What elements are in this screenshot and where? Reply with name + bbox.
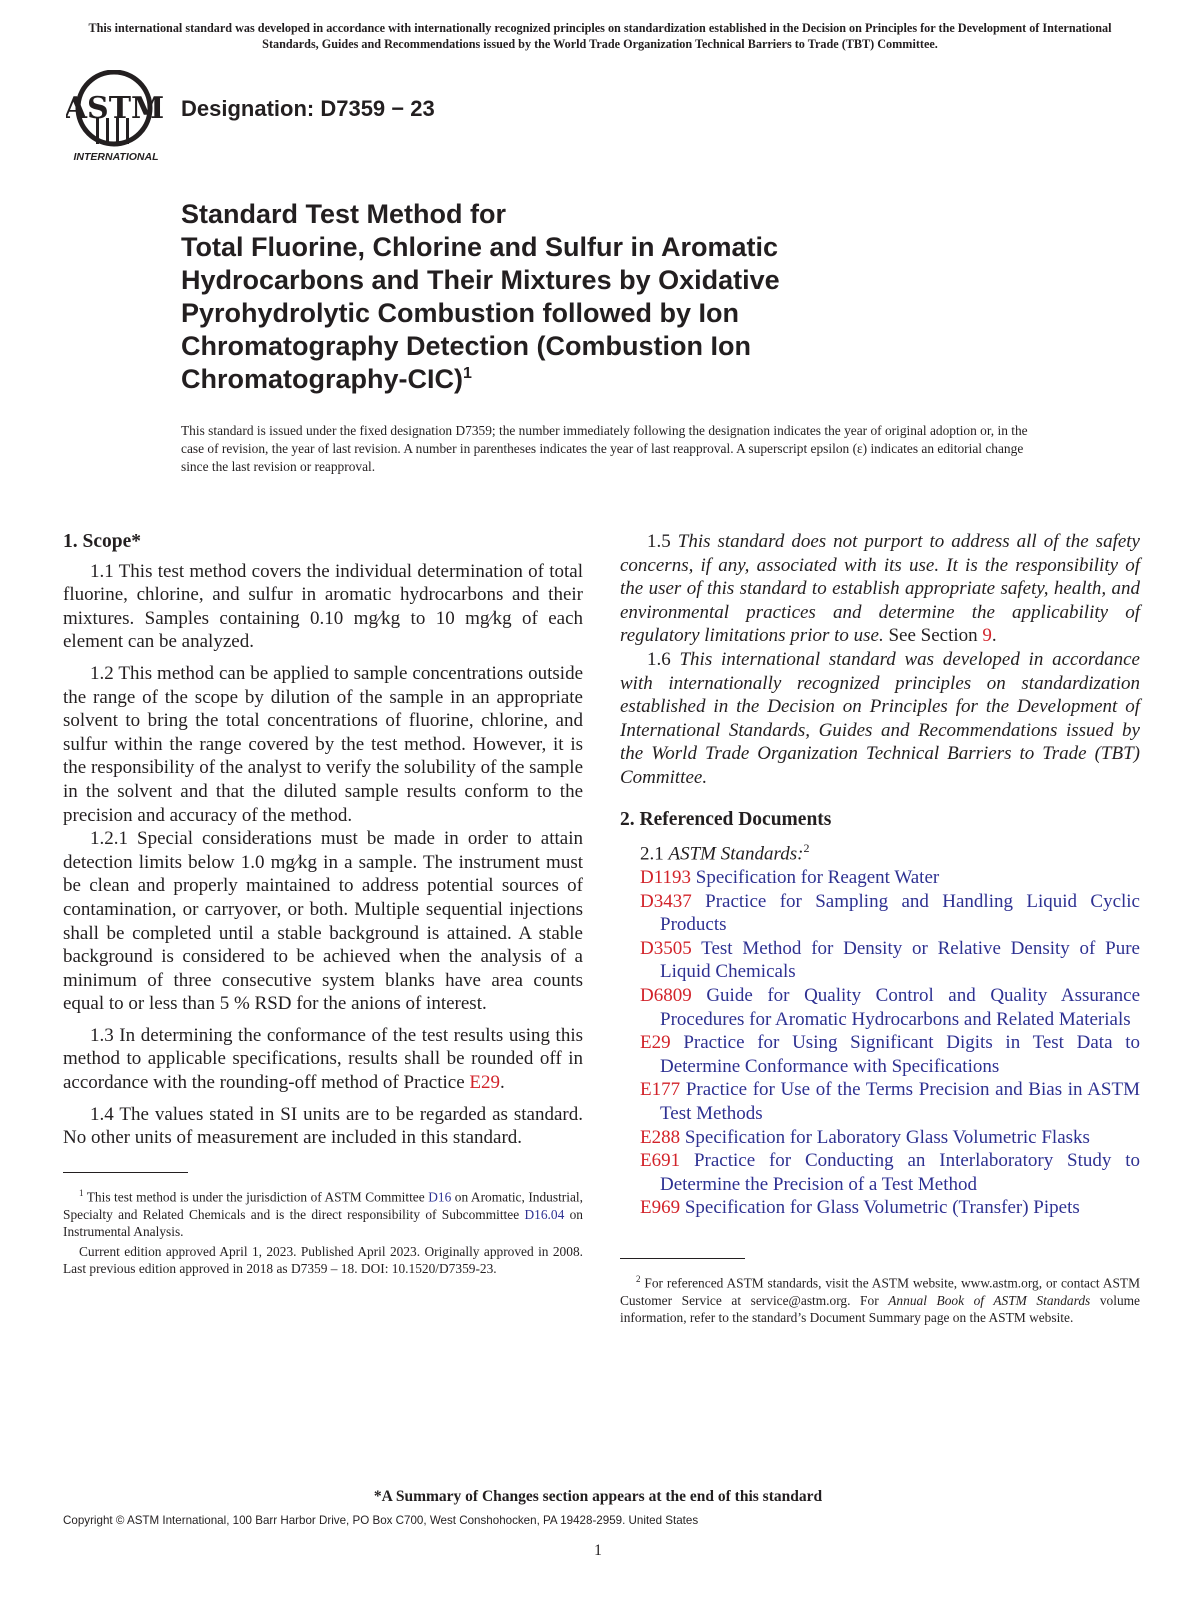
reference-code-link[interactable]: E288 xyxy=(640,1126,681,1148)
paragraph-text: See Section xyxy=(883,625,983,647)
footnote-divider xyxy=(620,1258,745,1259)
paragraph-number: 1.5 xyxy=(647,531,678,552)
paragraph-1-5 xyxy=(620,530,1140,648)
page-number: 1 xyxy=(594,1542,602,1559)
title-line: Pyrohydrolytic Combustion followed by Ion xyxy=(181,298,740,328)
reference-code-link[interactable]: E969 xyxy=(640,1197,681,1219)
title-line: Total Fluorine, Chlorine and Sulfur in Aromatic xyxy=(181,232,779,262)
footnote-text: This test method is under the jurisdiction of ASTM Committee xyxy=(83,1189,429,1205)
reference-item xyxy=(620,890,1140,937)
footnote-2 xyxy=(620,1271,1140,1327)
right-column xyxy=(620,530,1140,1327)
reference-item xyxy=(620,866,1140,890)
link-section-9[interactable]: 9 xyxy=(982,625,992,647)
reference-title-link[interactable]: Test Method for Density or Relative Density of Pure Liquid Chemicals xyxy=(660,937,1140,983)
paragraph-1-4: 1.4 The values stated in SI units are to be regarded as standard. No other units of measurement are included in this standard. xyxy=(63,1103,583,1149)
left-column xyxy=(63,530,583,1278)
title-line: Hydrocarbons and Their Mixtures by Oxidative xyxy=(181,265,780,295)
reference-item xyxy=(620,937,1140,984)
reference-code-link[interactable]: E29 xyxy=(640,1032,671,1054)
reference-title-link[interactable]: Practice for Conducting an Interlaboratory Study to Determine the Precision of a Test Method xyxy=(660,1150,1140,1195)
footnote-divider xyxy=(63,1172,188,1173)
subsection-number: 2.1 xyxy=(640,843,669,865)
reference-title-link[interactable]: Specification for Laboratory Glass Volumetric Flasks xyxy=(684,1126,1090,1148)
summary-of-changes-note: *A Summary of Changes section appears at the end of this standard xyxy=(373,1488,823,1505)
reference-item xyxy=(620,984,1140,1031)
astm-logo xyxy=(66,70,172,166)
reference-title-link[interactable]: Practice for Sampling and Handling Liquid Cyclic Products xyxy=(660,890,1140,936)
reference-title-link[interactable]: Specification for Reagent Water xyxy=(695,867,940,889)
subsection-footnote-mark: 2 xyxy=(803,841,810,856)
reference-item xyxy=(620,1031,1140,1078)
footnote-mark: 2 xyxy=(636,1273,641,1284)
footnote-mark: 1 xyxy=(79,1187,84,1198)
reference-title-link[interactable]: Guide for Quality Control and Quality Assurance Procedures for Aromatic Hydrocarbons and Related Materials xyxy=(660,985,1140,1030)
astm-logo-mark xyxy=(66,70,172,166)
paragraph-text: 1.3 In determining the conformance of the test results using this method to applicable specifications, results shall be rounded off in accordance with the rounding-off method of Practice xyxy=(63,1024,583,1094)
link-d16-04[interactable]: D16.04 xyxy=(524,1206,565,1222)
logo-letters: ASTM xyxy=(66,91,165,126)
title-line xyxy=(181,363,881,396)
title-line-text: Chromatography-CIC) xyxy=(181,364,463,394)
link-e29[interactable]: E29 xyxy=(469,1072,501,1094)
reference-title-link[interactable]: Practice for Using Significant Digits in Test Data to Determine Conformance with Specifications xyxy=(660,1032,1141,1077)
section-heading-scope: 1. Scope* xyxy=(63,531,141,552)
paragraph-1-1: 1.1 This test method covers the individual determination of total fluorine, chlorine, and sulfur in aromatic hydrocarbons and their mixtures. Samples containing 0.10 mg⁄kg to 10 mg⁄kg of each element can be analyzed. xyxy=(63,560,583,653)
reference-title-link[interactable]: Practice for Use of the Terms Precision and Bias in ASTM Test Methods xyxy=(660,1079,1140,1124)
paragraph-text: This standard does not purport to address all of the safety concerns, if any, associated with its use. It is the responsibility of the user of this standard to establish appropriate safety, health, and environmental practices and determine the applicability of regulatory limitations prior to use. xyxy=(620,531,1140,647)
copyright: Copyright © ASTM International, 100 Barr Harbor Drive, PO Box C700, West Conshohocken, PA 19428-2959. United States xyxy=(63,1514,699,1527)
footnote-text: on Aromatic, Industrial, Specialty and Related Chemicals and is the direct responsibility of Subcommittee xyxy=(63,1189,583,1222)
reference-code-link[interactable]: E177 xyxy=(640,1079,681,1101)
paragraph-text: . xyxy=(991,625,997,647)
reference-code-link[interactable]: D3437 xyxy=(640,890,692,912)
footnote-text: volume information, refer to the standard’s Document Summary page on the ASTM website. xyxy=(620,1292,1140,1326)
paragraph-text: . xyxy=(500,1072,505,1094)
reference-item xyxy=(620,1126,1140,1150)
issued-note: This standard is issued under the fixed designation D7359; the number immediately following the designation indicates the year of original adoption or, in the case of revision, the year of last revision. A number in parentheses indicates the year of last reapproval. A superscript epsilon (ε) indicates an editorial change since the last revision or reapproval. xyxy=(181,423,1028,474)
reference-item xyxy=(620,1196,1140,1220)
reference-item xyxy=(620,1149,1140,1196)
reference-item xyxy=(620,1078,1140,1125)
footnote-text: on Instrumental Analysis. xyxy=(63,1206,583,1240)
title-line: Standard Test Method for xyxy=(181,199,507,229)
footnote-text: For referenced ASTM standards, visit the ASTM website, www.astm.org, or contact ASTM Customer Service at service@astm.org. For xyxy=(620,1275,1140,1308)
subsection-astm-standards xyxy=(620,837,1140,866)
paragraph-text: This international standard was developed in accordance with internationally recognized principles on standardization established in the Decision on Principles for the Development of International Standards, Guides and Recommendations issued by the World Trade Organization Technical Barriers to Trade (TBT) Committee. xyxy=(620,648,1140,788)
footnote-italic: Annual Book of ASTM Standards xyxy=(888,1292,1091,1308)
title-line: Chromatography Detection (Combustion Ion xyxy=(181,331,751,361)
footnote-1 xyxy=(63,1185,583,1278)
reference-list xyxy=(620,866,1140,1220)
document-title xyxy=(181,198,881,396)
paragraph-1-3 xyxy=(63,1024,583,1095)
reference-title-link[interactable]: Specification for Glass Volumetric (Transfer) Pipets xyxy=(684,1197,1080,1219)
section-heading-references: 2. Referenced Documents xyxy=(620,808,832,830)
paragraph-1-6 xyxy=(620,648,1140,790)
designation: Designation: D7359 − 23 xyxy=(181,96,435,121)
reference-code-link[interactable]: D3505 xyxy=(640,937,692,959)
reference-code-link[interactable]: E691 xyxy=(640,1150,681,1172)
paragraph-number: 1.6 xyxy=(647,648,680,670)
paragraph-1-2: 1.2 This method can be applied to sample concentrations outside the range of the scope by dilution of the sample in an appropriate solvent to bring the total concentrations of fluorine, chlorine, and sulfur within the range covered by the test method. However, it is the responsibility of the analyst to verify the solubility of the sample in the solvent and that the diluted sample results conform to the precision and accuracy of the method. xyxy=(63,662,583,826)
subsection-text: ASTM Standards: xyxy=(668,843,804,865)
footnote-edition: Current edition approved April 1, 2023. Published April 2023. Originally approved in 2008. Last previous edition approved in 2018 as D7359 – 18. DOI: 10.1520/D7359-23. xyxy=(63,1243,583,1277)
wto-notice: This international standard was developed in accordance with internationally recognized principles on standardization established in the Decision on Principles for the Development of International Standards, Guides and Recommendations issued by the World Trade Organization Technical Barriers to Trade (TBT) Committee. xyxy=(88,21,1112,51)
title-footnote-mark[interactable]: 1 xyxy=(463,365,472,382)
paragraph-1-2-1: 1.2.1 Special considerations must be made in order to attain detection limits below 1.0 mg⁄kg in a sample. The instrument must be clean and properly maintained to address potential sources of contamination, or carryover, or both. Multiple sequential injections shall be completed until a stable background is attained. A stable background is considered to be achieved when the analysis of a minimum of three consecutive system blanks have area counts equal to or less than 5 % RSD for the anions of interest. xyxy=(63,828,583,1015)
reference-code-link[interactable]: D6809 xyxy=(640,985,692,1007)
reference-code-link[interactable]: D1193 xyxy=(640,867,692,889)
link-d16[interactable]: D16 xyxy=(428,1189,452,1205)
logo-international: INTERNATIONAL xyxy=(73,151,159,163)
